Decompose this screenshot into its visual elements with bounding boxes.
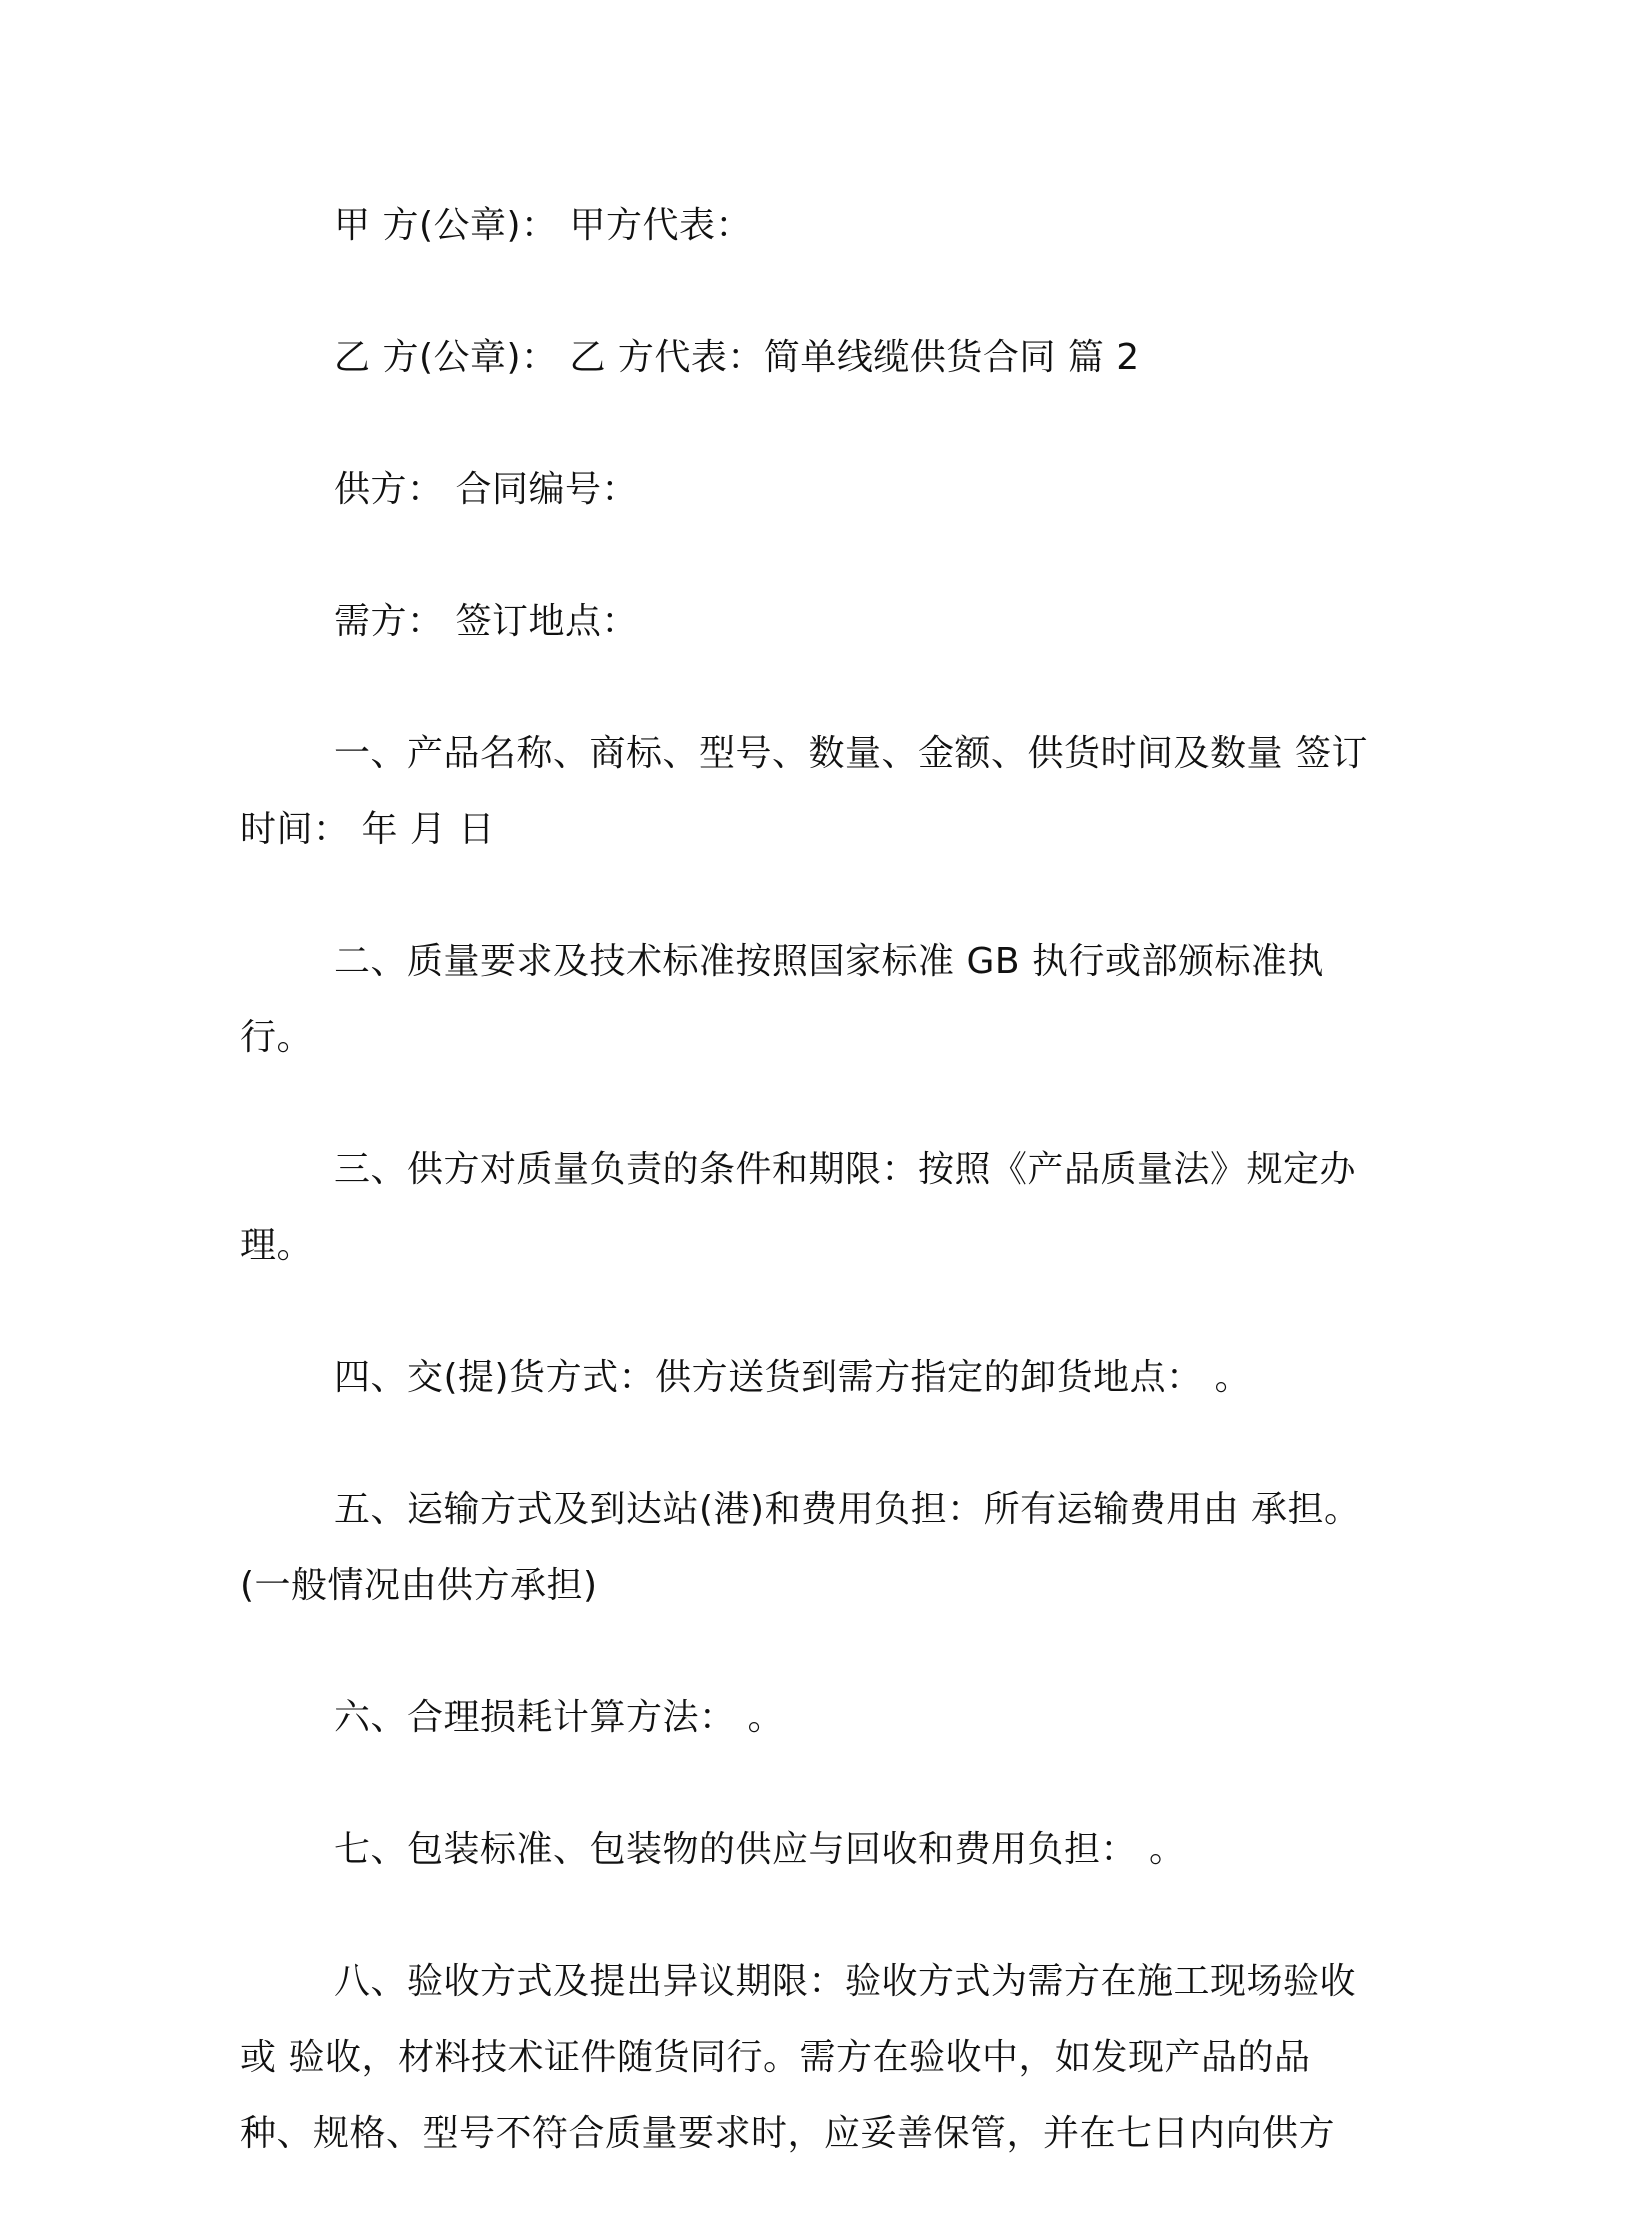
paragraph-line: 五、运输方式及到达站(港)和费用负担：所有运输费用由 承担。 <box>334 1489 1361 1530</box>
paragraph-line: 供方： 合同编号： <box>334 469 638 510</box>
paragraph-line: 理。 <box>240 1225 314 1266</box>
paragraph-line: 六、合理损耗计算方法： 。 <box>334 1697 784 1738</box>
clause-5 <box>240 1472 1390 1624</box>
paragraph-line: 或 验收，材料技术证件随货同行。需方在验收中，如发现产品的品 <box>240 2037 1311 2078</box>
paragraph-line: 乙 方(公章)： 乙 方代表：简单线缆供货合同 篇 2 <box>334 337 1140 378</box>
paragraph-line: 时间： 年 月 日 <box>240 809 495 850</box>
paragraph-line: 行。 <box>240 1017 314 1058</box>
clause-1 <box>240 716 1390 868</box>
paragraph-line: 种、规格、型号不符合质量要求时，应妥善保管，并在七日内向供方 <box>240 2113 1336 2154</box>
supplier-contract-number-line <box>240 452 1390 528</box>
clause-4 <box>240 1340 1390 1416</box>
paragraph-line: 需方： 签订地点： <box>334 601 638 642</box>
paragraph-line: 二、质量要求及技术标准按照国家标准 GB 执行或部颁标准执 <box>334 941 1324 982</box>
document-body <box>240 188 1390 2228</box>
paragraph-line: 四、交(提)货方式：供方送货到需方指定的卸货地点： 。 <box>334 1357 1252 1398</box>
clause-6 <box>240 1680 1390 1756</box>
paragraph-line: 七、包装标准、包装物的供应与回收和费用负担： 。 <box>334 1829 1186 1870</box>
paragraph-line: 三、供方对质量负责的条件和期限：按照《产品质量法》规定办 <box>334 1149 1357 1190</box>
buyer-signing-place-line <box>240 584 1390 660</box>
clause-8 <box>240 1944 1390 2172</box>
clause-7 <box>240 1812 1390 1888</box>
paragraph-line: 甲 方(公章)： 甲方代表： <box>334 205 752 246</box>
clause-3 <box>240 1132 1390 1284</box>
party-a-signature-line <box>240 188 1390 264</box>
paragraph-line: 一、产品名称、商标、型号、数量、金额、供货时间及数量 签订 <box>334 733 1368 774</box>
paragraph-line: 八、验收方式及提出异议期限：验收方式为需方在施工现场验收 <box>334 1961 1357 2002</box>
party-b-signature-line <box>240 320 1390 396</box>
paragraph-line: (一般情况由供方承担) <box>240 1565 598 1606</box>
clause-2 <box>240 924 1390 1076</box>
